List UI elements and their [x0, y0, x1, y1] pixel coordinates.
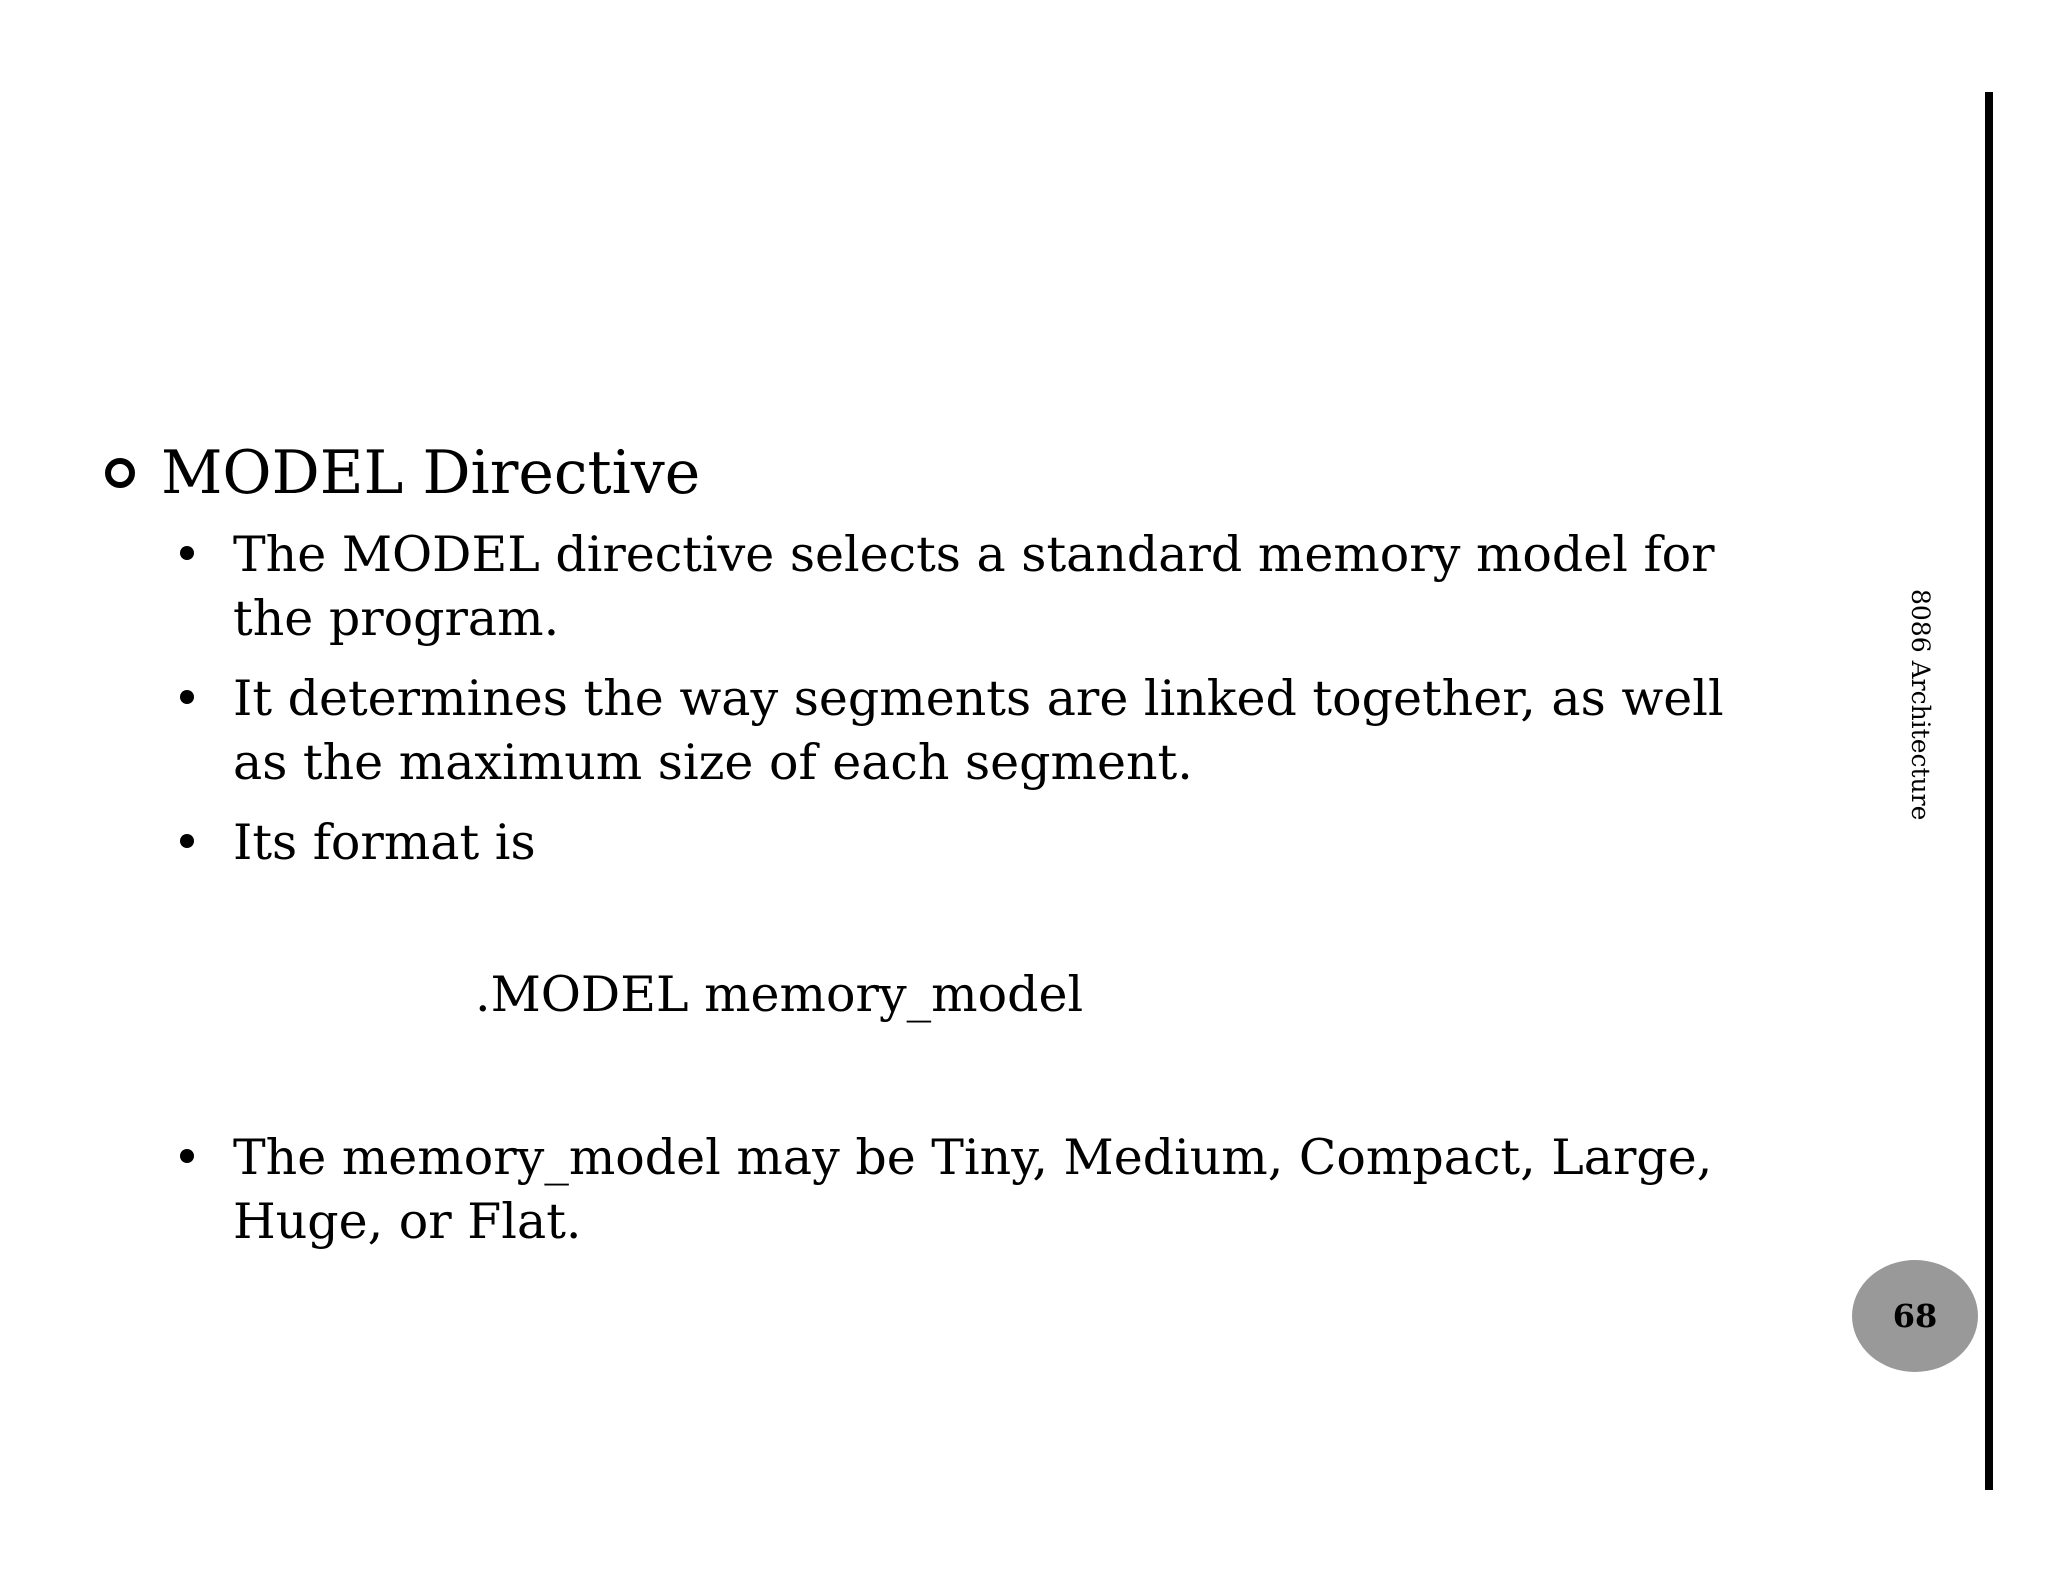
- bullet-text: Its format is: [233, 814, 536, 871]
- bullet-text: It determines the way segments are linked together, as well as the maximum size of each segment.: [233, 670, 1724, 791]
- page-number-badge: [1852, 1260, 1978, 1372]
- bullet-text: The memory_model may be Tiny, Medium, Compact, Large, Huge, or Flat.: [233, 1129, 1713, 1250]
- hollow-circle-bullet-icon: [105, 458, 135, 488]
- page-number: 68: [1892, 1297, 1938, 1335]
- bullet-dot-icon: [180, 546, 194, 560]
- heading-text: MODEL Directive: [161, 438, 701, 508]
- vertical-divider: [1985, 92, 1993, 1490]
- bullet-dot-icon: [180, 690, 194, 704]
- side-label: 8086 Architecture: [1906, 589, 1935, 821]
- slide-heading: [105, 438, 700, 508]
- bullet-dot-icon: [180, 834, 194, 848]
- bullet-dot-icon: [180, 1149, 194, 1163]
- code-example: .MODEL memory_model: [475, 966, 1084, 1023]
- bullet-text: The MODEL directive selects a standard memory model for the program.: [233, 526, 1715, 647]
